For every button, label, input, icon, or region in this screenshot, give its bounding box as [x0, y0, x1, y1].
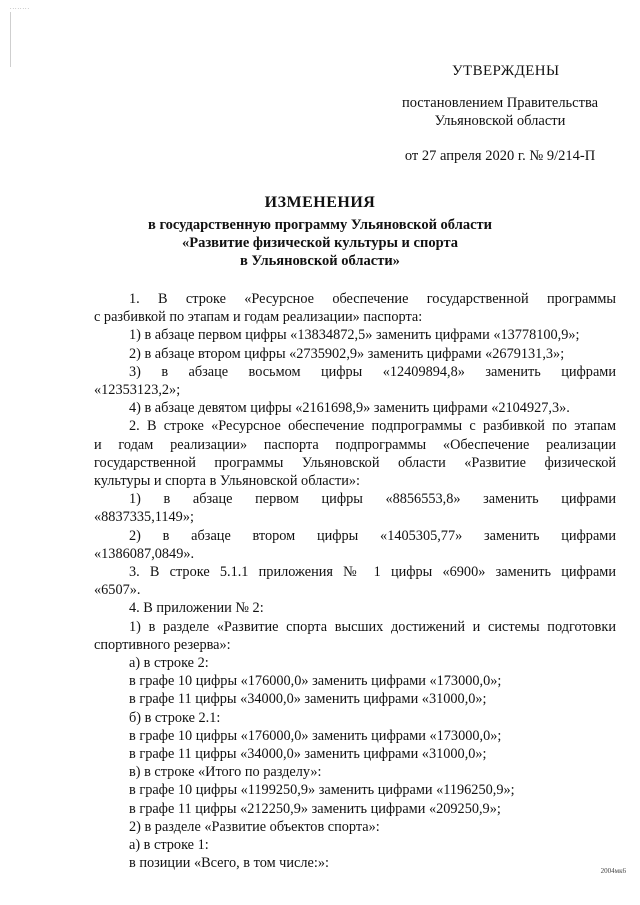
body-line: 1. В строке «Ресурсное обеспечение государственной программы [129, 291, 616, 307]
body-line: в графе 11 цифры «212250,9» заменить цифрами «209250,9»; [129, 800, 501, 817]
body-line: «8837335,1149»; [94, 509, 194, 526]
approved-label: УТВЕРЖДЕНЫ [452, 63, 560, 79]
body-line: а) в строке 2: [129, 655, 209, 672]
body-line: в графе 10 цифры «1199250,9» заменить цифрами «1196250,9»; [129, 782, 515, 799]
body-line: 3. В строке 5.1.1 приложения № 1 цифры «6900» заменить цифрами [129, 564, 616, 581]
body-line: 1) в разделе «Развитие спорта высших достижений и системы подготовки [129, 618, 616, 635]
body-line: а) в строке 1: [129, 837, 209, 854]
body-line: 1) в абзаце первом цифры «13834872,5» заменить цифрами «13778100,9»; [129, 327, 580, 344]
corner-mark: ........ [10, 5, 30, 11]
approved-by-line-2: Ульяновской области [434, 113, 566, 129]
body-line: 2) в абзаце втором цифры «1405305,77» заменить цифрами [129, 527, 616, 544]
body-line: с разбивкой по этапам и годам реализации» паспорта: [94, 309, 423, 326]
title-line-1: в государственную программу Ульяновской области [147, 217, 492, 233]
margin-line [10, 12, 11, 67]
body-line: «1386087,0849». [94, 545, 195, 562]
title-line-2: «Развитие физической культуры и спорта [181, 235, 459, 251]
body-line: и годам реализации» паспорта подпрограммы «Обеспечение реализации [94, 436, 616, 453]
document-body [94, 290, 616, 873]
body-line: «12353123,2»; [94, 382, 181, 399]
body-line: в графе 11 цифры «34000,0» заменить цифрами «31000,0»; [129, 691, 487, 708]
body-line: 2. В строке «Ресурсное обеспечение подпрограммы с разбивкой по этапам [129, 418, 616, 435]
body-line: культуры и спорта в Ульяновской области»: [94, 473, 360, 490]
body-line: в) в строке «Итого по разделу»: [129, 764, 322, 781]
body-line: б) в строке 2.1: [129, 709, 221, 726]
body-line: в графе 10 цифры «176000,0» заменить цифрами «173000,0»; [129, 673, 502, 690]
body-line: 2) в разделе «Развитие объектов спорта»: [129, 818, 380, 835]
body-line: 3) в абзаце восьмом цифры «12409894,8» заменить цифрами [129, 363, 616, 380]
body-line: 4) в абзаце девятом цифры «2161698,9» заменить цифрами «2104927,3». [129, 400, 570, 417]
title-line-3: в Ульяновской области» [240, 253, 400, 269]
document-title: ИЗМЕНЕНИЯ [264, 194, 376, 211]
body-line: спортивного резерва»: [94, 636, 231, 653]
body-line: 4. В приложении № 2: [129, 600, 264, 617]
body-line: «6507». [94, 582, 141, 599]
approved-by-line-1: постановлением Правительства [401, 95, 599, 111]
body-line: государственной программы Ульяновской области «Развитие физической [94, 454, 616, 471]
body-line: 2) в абзаце втором цифры «2735902,9» заменить цифрами «2679131,3»; [129, 345, 565, 362]
body-line: в графе 10 цифры «176000,0» заменить цифрами «173000,0»; [129, 727, 502, 744]
body-line: 1) в абзаце первом цифры «8856553,8» заменить цифрами [129, 491, 616, 508]
footer-code: 2004мк6 [600, 867, 626, 875]
body-line: в позиции «Всего, в том числе:»: [129, 855, 329, 872]
approval-date-number: от 27 апреля 2020 г. № 9/214-П [404, 148, 596, 164]
body-line: в графе 11 цифры «34000,0» заменить цифрами «31000,0»; [129, 746, 487, 763]
